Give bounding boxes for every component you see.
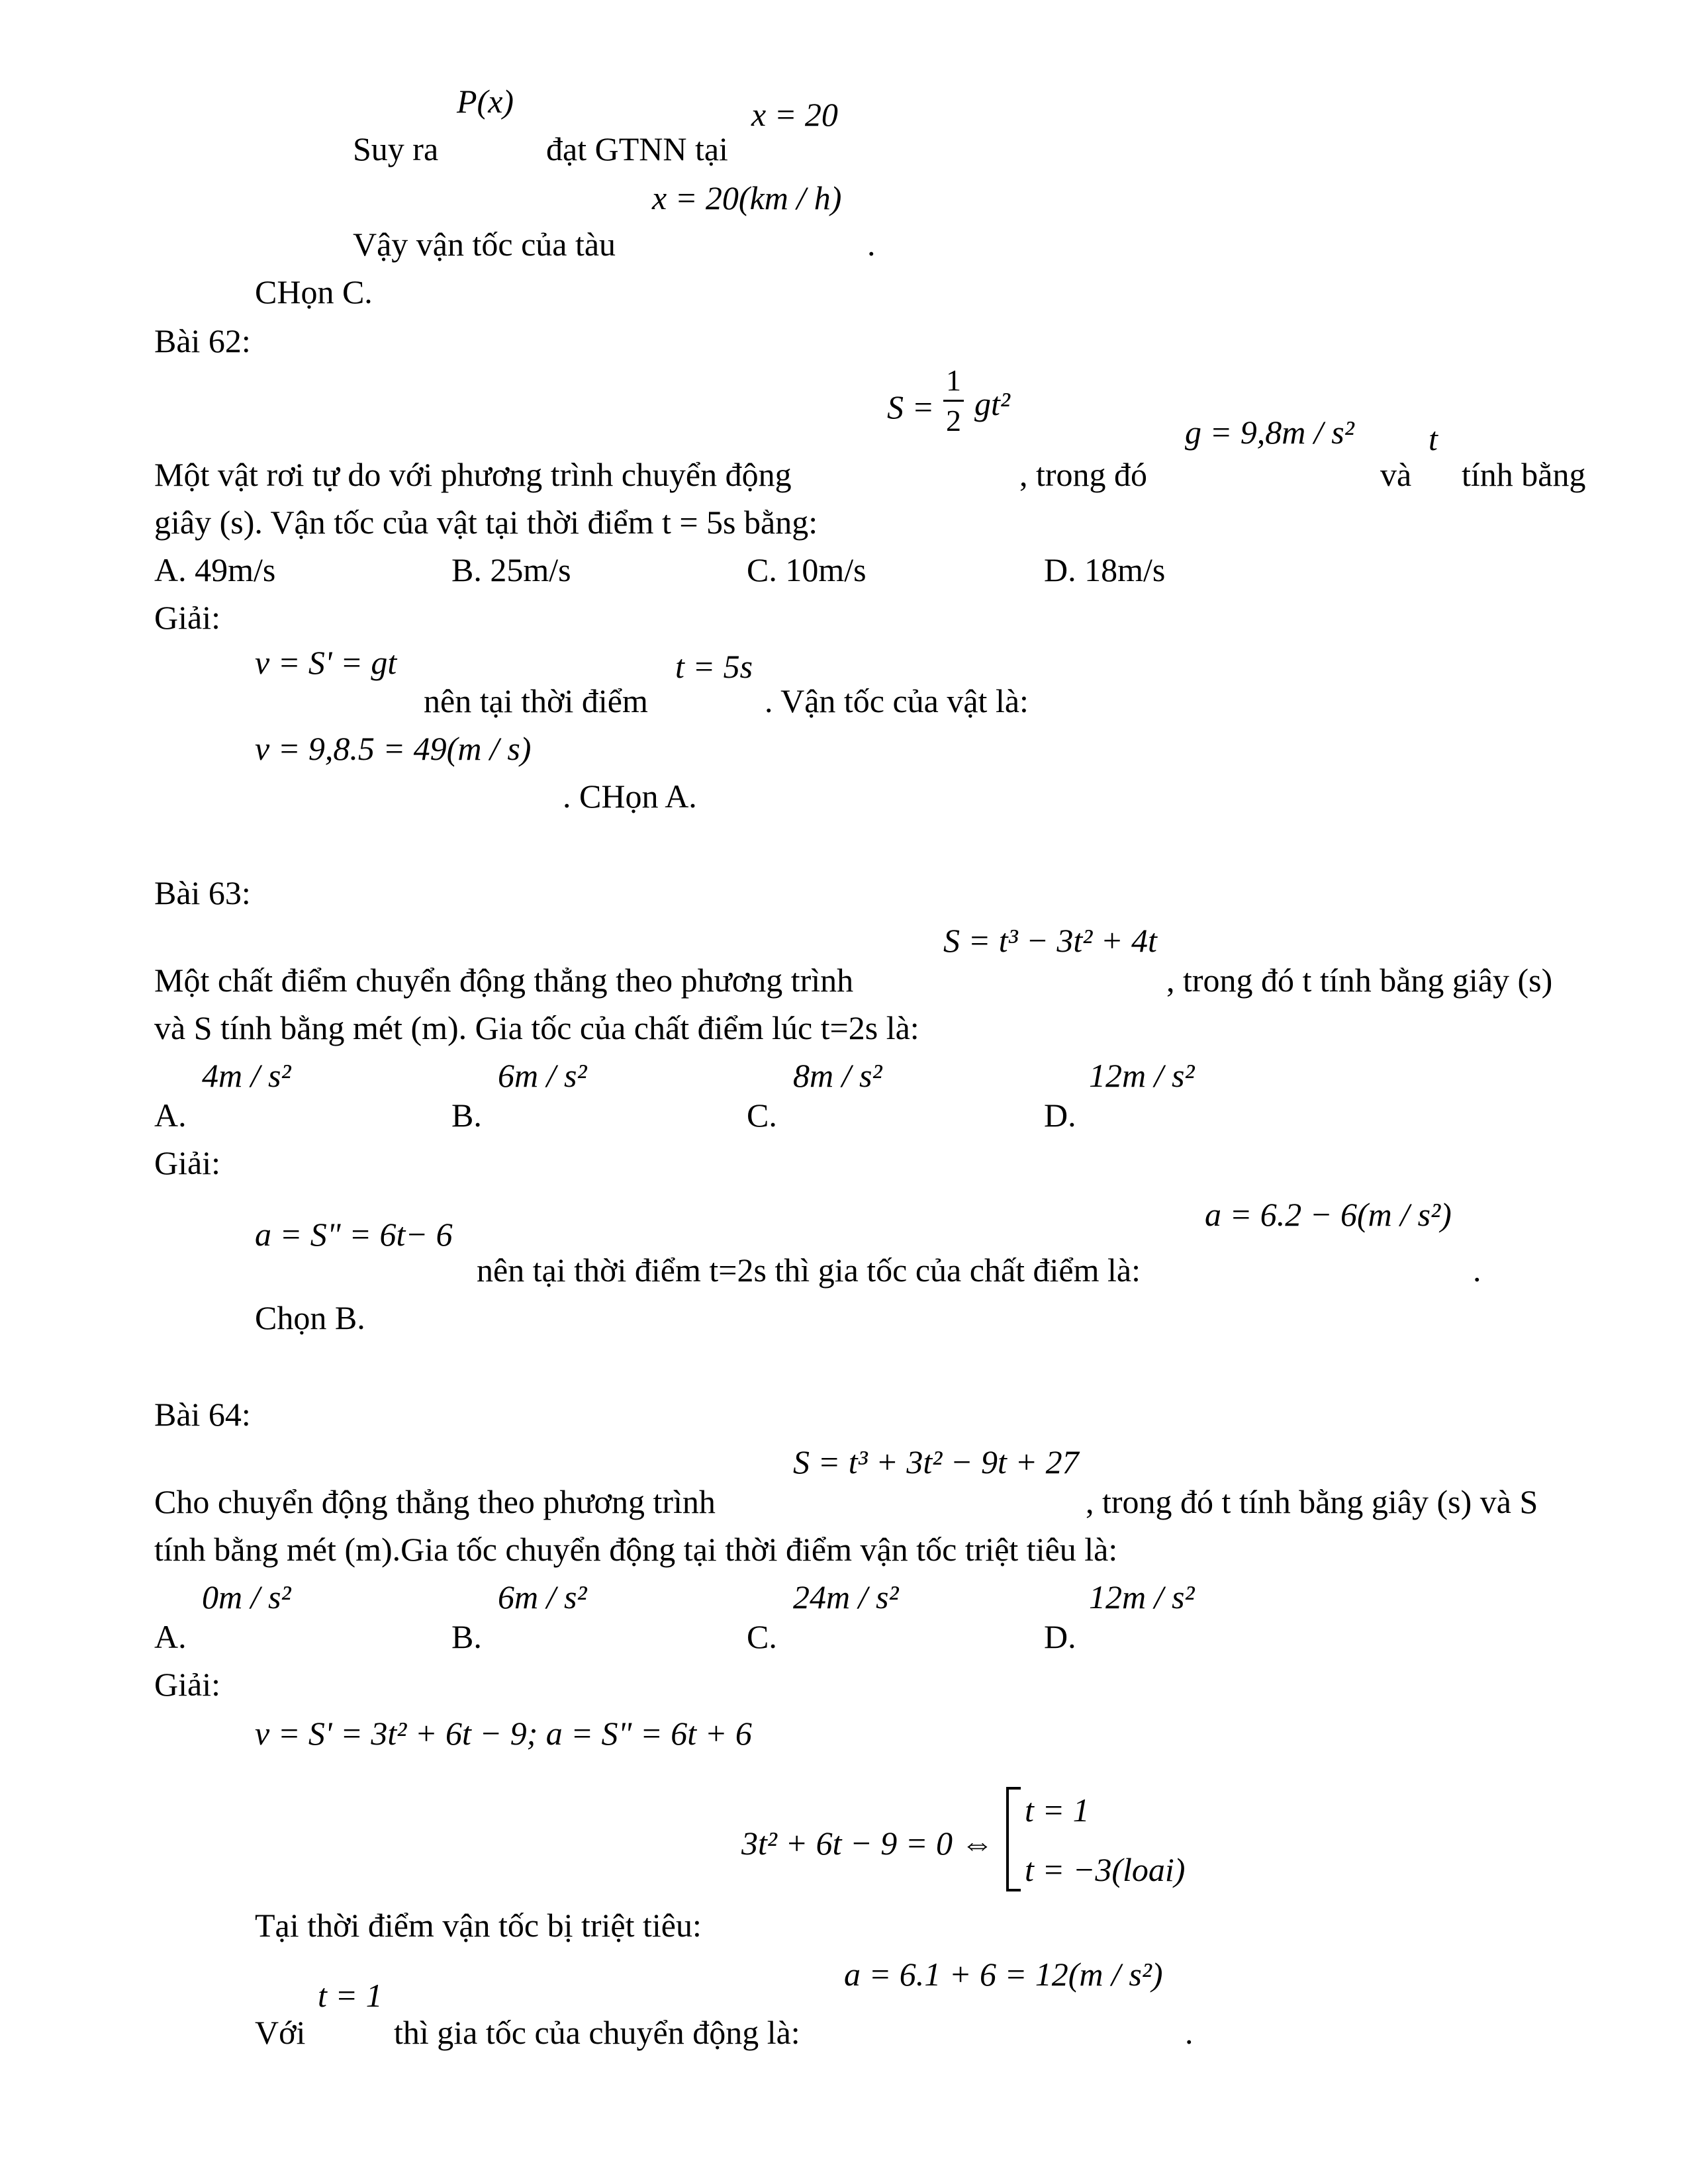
bai64-title: Bài 64: bbox=[154, 1396, 251, 1433]
bai64-giai: Giải: bbox=[154, 1666, 220, 1703]
bai63-question-b: , trong đó t tính bằng giây (s) bbox=[1166, 962, 1553, 999]
bai62-title: Bài 62: bbox=[154, 322, 251, 359]
bai62-solution-1: nên tại thời điểm bbox=[424, 682, 648, 719]
bai62-option-d: D. 18m/s bbox=[1044, 551, 1166, 588]
bai63-solution-2: Chọn B. bbox=[255, 1299, 365, 1336]
math-t1: t = 1 bbox=[318, 1977, 383, 2014]
text-chon-c: CHọn C. bbox=[255, 273, 373, 310]
fraction-bar bbox=[943, 400, 964, 402]
bai63-solution-1: nên tại thời điểm t=2s thì gia tốc của chất điểm là: bbox=[477, 1251, 1141, 1289]
bai64-solution-1: Tại thời điểm vận tốc bị triệt tiêu: bbox=[255, 1907, 702, 1944]
bai64-solution-2a: Với bbox=[255, 2014, 306, 2051]
bai64-solution-period: . bbox=[1185, 2014, 1194, 2051]
math-option-d-63: 12m / s² bbox=[1089, 1057, 1195, 1094]
bai62-option-b: B. 25m/s bbox=[451, 551, 571, 588]
bai64-question-b: , trong đó t tính bằng giây (s) và S bbox=[1086, 1483, 1538, 1520]
math-option-a-63: 4m / s² bbox=[202, 1057, 291, 1094]
math-half-fraction bbox=[943, 365, 964, 436]
math-x20-kmh: x = 20(km / h) bbox=[652, 179, 842, 216]
bai64-question-a: Cho chuyển động thẳng theo phương trình bbox=[154, 1483, 716, 1520]
math-px: P(x) bbox=[457, 83, 514, 120]
math-s63: S = t³ − 3t² + 4t bbox=[943, 922, 1157, 959]
math-root-2: t = −3(loai) bbox=[1025, 1851, 1186, 1888]
fraction-denominator: 2 bbox=[946, 404, 961, 437]
bai62-option-a: A. 49m/s bbox=[154, 551, 276, 588]
bai62-option-c: C. 10m/s bbox=[747, 551, 867, 588]
math-a63-value: a = 6.2 − 6(m / s²) bbox=[1205, 1196, 1452, 1233]
math-s64: S = t³ + 3t² − 9t + 27 bbox=[793, 1443, 1079, 1480]
bai64-solution-2b: thì gia tốc của chuyển động là: bbox=[394, 2014, 800, 2051]
text-suy-ra: Suy ra bbox=[353, 130, 439, 167]
bai64-label-a: A. bbox=[154, 1618, 187, 1655]
bai64-label-c: C. bbox=[747, 1618, 777, 1655]
math-v-eq: v = S' = gt bbox=[255, 644, 397, 681]
math-option-d-64: 12m / s² bbox=[1089, 1578, 1195, 1615]
math-t5s: t = 5s bbox=[675, 648, 753, 685]
math-option-b-63: 6m / s² bbox=[498, 1057, 587, 1094]
bai63-solution-period: . bbox=[1473, 1251, 1481, 1289]
text-period: . bbox=[867, 226, 876, 263]
math-g: g = 9,8m / s² bbox=[1185, 414, 1354, 451]
bai62-giai: Giải: bbox=[154, 599, 220, 636]
math-v64-eq: v = S' = 3t² + 6t − 9; a = S" = 6t + 6 bbox=[255, 1715, 752, 1752]
bai64-label-b: B. bbox=[451, 1618, 482, 1655]
math-s-lhs: S = bbox=[887, 388, 935, 426]
math-s-rhs: gt² bbox=[974, 385, 1010, 422]
bai62-question-b: , trong đó bbox=[1019, 456, 1148, 493]
bai62-solution-3: . CHọn A. bbox=[563, 778, 697, 815]
bai62-question-d: tính bằng bbox=[1462, 456, 1586, 493]
bai63-question-2: và S tính bằng mét (m). Gia tốc của chất điểm lúc t=2s là: bbox=[154, 1009, 919, 1046]
bai63-label-d: D. bbox=[1044, 1097, 1076, 1134]
bai62-question-a: Một vật rơi tự do với phương trình chuyển động bbox=[154, 456, 792, 493]
math-option-b-64: 6m / s² bbox=[498, 1578, 587, 1615]
fraction-numerator: 1 bbox=[946, 363, 961, 397]
math-a64-value: a = 6.1 + 6 = 12(m / s²) bbox=[844, 1956, 1163, 1993]
text-van-toc-tau: Vậy vận tốc của tàu bbox=[353, 226, 616, 263]
math-x20: x = 20 bbox=[751, 96, 838, 133]
system-bracket bbox=[1006, 1787, 1021, 1891]
math-a63-eq: a = S" = 6t− 6 bbox=[255, 1216, 453, 1253]
bai63-label-b: B. bbox=[451, 1097, 482, 1134]
math-eq64-lhs: 3t² + 6t − 9 = 0 ⇔ bbox=[741, 1825, 994, 1862]
bai63-giai: Giải: bbox=[154, 1144, 220, 1181]
bai62-solution-2: . Vận tốc của vật là: bbox=[765, 682, 1029, 719]
bai63-label-a: A. bbox=[154, 1097, 187, 1134]
math-v-value: v = 9,8.5 = 49(m / s) bbox=[255, 730, 532, 767]
bai63-title: Bài 63: bbox=[154, 874, 251, 911]
bai62-question-2: giây (s). Vận tốc của vật tại thời điểm t = 5s bằng: bbox=[154, 504, 818, 541]
math-t: t bbox=[1429, 420, 1438, 457]
bai64-question-2: tính bằng mét (m).Gia tốc chuyển động tại thời điểm vận tốc triệt tiêu là: bbox=[154, 1531, 1118, 1568]
math-option-c-63: 8m / s² bbox=[793, 1057, 882, 1094]
math-root-1: t = 1 bbox=[1025, 1792, 1090, 1829]
bai63-label-c: C. bbox=[747, 1097, 777, 1134]
bai63-question-a: Một chất điểm chuyển động thẳng theo phương trình bbox=[154, 962, 854, 999]
bai64-label-d: D. bbox=[1044, 1618, 1076, 1655]
text-dat-gtnn: đạt GTNN tại bbox=[546, 130, 728, 167]
math-option-a-64: 0m / s² bbox=[202, 1578, 291, 1615]
bai62-question-c: và bbox=[1380, 456, 1412, 493]
math-option-c-64: 24m / s² bbox=[793, 1578, 899, 1615]
